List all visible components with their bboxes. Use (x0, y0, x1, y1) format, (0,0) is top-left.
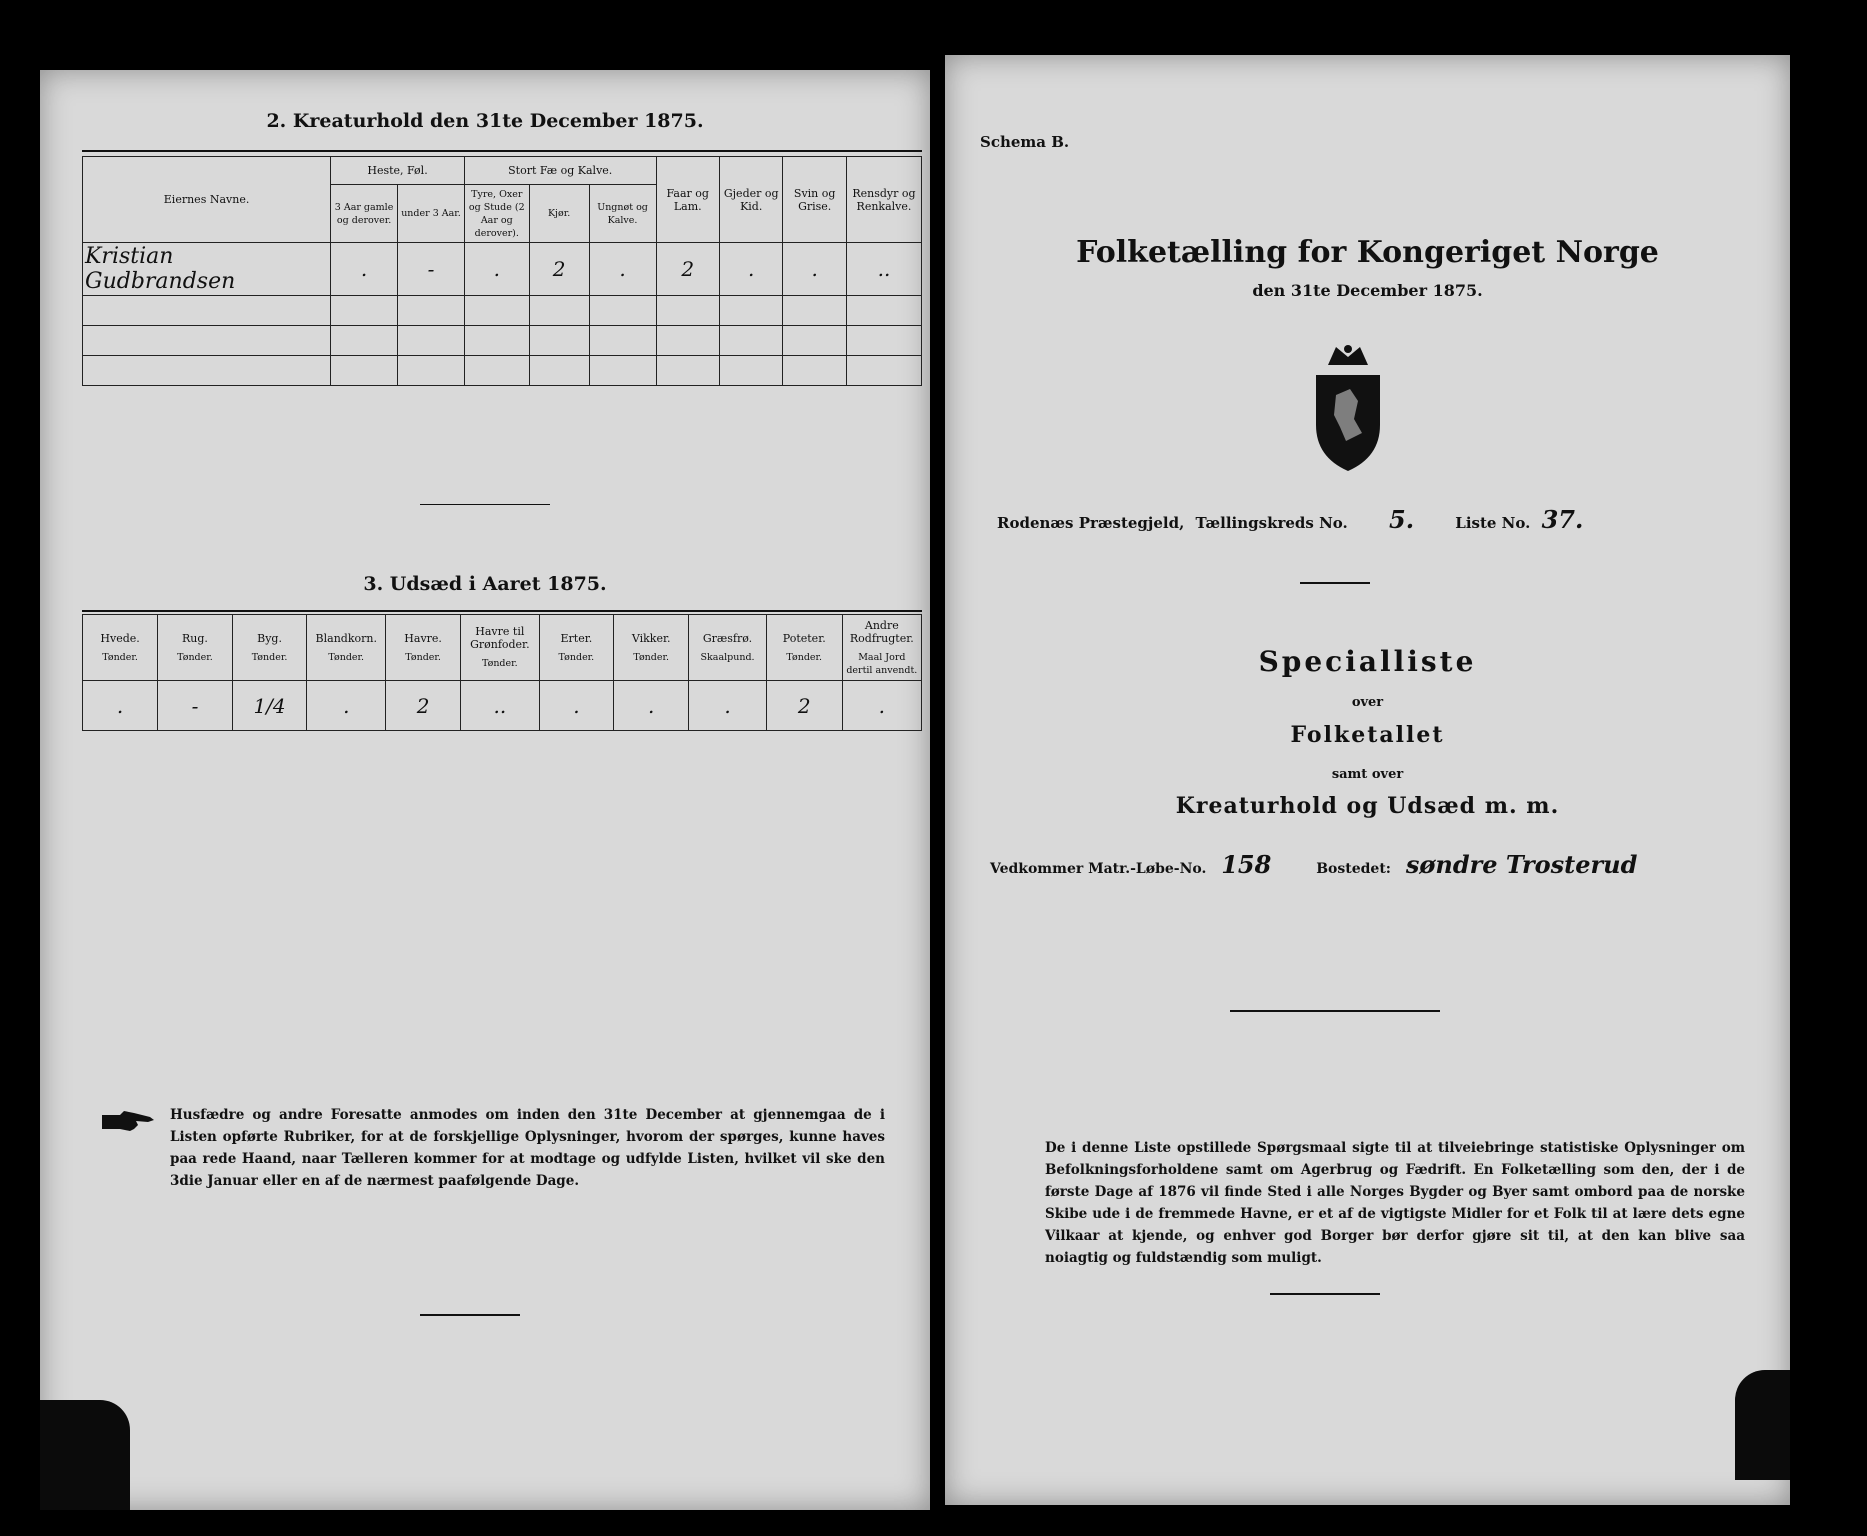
district-label: Tællingskreds No. (1195, 514, 1348, 532)
seed-value-cell: . (842, 681, 921, 731)
seed-col-unit: Tønder. (482, 658, 518, 669)
seed-col-unit: Skaalpund. (700, 651, 755, 663)
schema-label: Schema B. (980, 133, 1070, 151)
seed-col-unit: Tønder. (177, 651, 213, 663)
seed-col-name: Vikker. (631, 631, 671, 645)
seed-col-header (539, 615, 614, 681)
seed-value-cell: 2 (386, 681, 461, 731)
owner-name: Kristian Gudbrandsen (83, 243, 331, 296)
seed-col-unit: Maal Jord dertil anvendt. (846, 651, 918, 676)
table-row (83, 243, 922, 296)
seed-col-name: Byg. (257, 631, 282, 645)
seed-col-name: Hvede. (100, 631, 140, 645)
seed-col-header (842, 615, 921, 681)
seed-col-unit: Tønder. (558, 651, 595, 663)
seed-col-name: Havre til Grønfoder. (470, 625, 530, 651)
seed-col-name: Erter. (560, 631, 593, 645)
seed-col-name: Andre Rodfrugter. (849, 618, 914, 645)
seed-value-cell: . (539, 681, 614, 731)
livestock-table (82, 156, 922, 386)
seed-value-cell: . (307, 681, 386, 731)
seed-value-cell: . (614, 681, 689, 731)
table-row (83, 296, 922, 326)
seed-col-name: Blandkorn. (315, 631, 377, 645)
samt-over-text: samt over (1331, 767, 1404, 782)
over-text: over (1351, 695, 1384, 710)
binding-clip (1735, 1370, 1790, 1480)
parish-line (997, 505, 1583, 534)
col-bulls: Tyre, Oxer og Stude (2 Aar og derover). (464, 185, 529, 243)
section-2-title: 2. Kreaturhold den 31te December 1875. (266, 110, 704, 132)
seed-col-header (83, 615, 158, 681)
cell-horses-young: - (398, 243, 465, 296)
section-3-title: 3. Udsæd i Aaret 1875. (363, 573, 607, 595)
divider (420, 1314, 520, 1316)
seed-value-cell: - (158, 681, 233, 731)
intro-paragraph: De i denne Liste opstillede Spørgsmaal sigte til at tilveiebringe statistiske Oplysninger om Befolkningsforholdene samt om Agerbrug og Fædrift. En Folketælling som den, der i de første Dage af 1876 vil finde Sted i alle Norges Bygder og Byer samt ombord paa de norske Skibe ude i de fremmede Havne, er et af de vigtigste Midler for et Folk til at lære dets egne Vilkaar at kjende, og enhver god Borger bør derfor gjøre sit til, at den kan blive saa noiagtig og fuldstændig som muligt. (1045, 1140, 1745, 1266)
col-horses: Heste, Føl. (331, 157, 465, 185)
seed-value-cell: . (689, 681, 767, 731)
pointing-hand-icon (100, 1107, 156, 1135)
seed-col-name: Græsfrø. (702, 631, 753, 645)
seed-col-header (307, 615, 386, 681)
district-value: 5. (1389, 505, 1415, 534)
seed-col-unit: Tønder. (633, 651, 670, 663)
divider (1270, 1293, 1380, 1295)
table-row (83, 681, 922, 731)
main-title: Folketælling for Kongeriget Norge (1076, 235, 1659, 270)
bosted-value: søndre Trosterud (1405, 850, 1638, 879)
col-horses-young: under 3 Aar. (398, 185, 465, 243)
seed-col-header (689, 615, 767, 681)
seed-col-header (386, 615, 461, 681)
col-horses-old: 3 Aar gamle og derover. (331, 185, 398, 243)
col-cattle: Stort Fæ og Kalve. (464, 157, 656, 185)
seed-value-cell: . (83, 681, 158, 731)
col-cows: Kjør. (529, 185, 589, 243)
matr-value: 158 (1221, 850, 1272, 879)
seed-col-unit: Tønder. (786, 651, 823, 663)
seed-value-cell: 1/4 (232, 681, 307, 731)
cell-cows: 2 (529, 243, 589, 296)
seed-col-header (232, 615, 307, 681)
table-row (83, 326, 922, 356)
matr-line (990, 850, 1637, 879)
table-row (83, 356, 922, 386)
cell-pigs: . (783, 243, 846, 296)
matr-label: Vedkommer Matr.-Løbe-No. (990, 861, 1207, 877)
bosted-label: Bostedet: (1316, 861, 1391, 877)
divider (1300, 582, 1370, 584)
seed-value-cell: .. (461, 681, 540, 731)
col-young-cattle: Ungnøt og Kalve. (589, 185, 656, 243)
seed-col-name: Havre. (404, 631, 442, 645)
list-label: Liste No. (1455, 514, 1531, 532)
folketallet-heading: Folketallet (1290, 722, 1445, 748)
specialliste-heading: Specialliste (1258, 645, 1477, 678)
cell-goats: . (719, 243, 782, 296)
norwegian-coat-of-arms-icon (1298, 345, 1398, 475)
kreaturhold-heading: Kreaturhold og Udsæd m. m. (1175, 793, 1560, 819)
seed-col-unit: Tønder. (251, 651, 288, 663)
notice-text: Husfædre og andre Foresatte anmodes om inden den 31te December at gjennemgaa de i Listen opførte Rubriker, for at de forskjellige Oplysninger, hvorom der spørges, kunne haves paa rede Haand, naar Tælleren kommer for at modtage og udfylde Listen, hvilket vil ske den 3die Januar eller en af de nærmest paafølgende Dage. (170, 1107, 885, 1189)
seed-col-unit: Tønder. (102, 651, 138, 663)
seed-col-name: Poteter. (782, 631, 826, 645)
parish-label: Rodenæs Præstegjeld, (997, 514, 1185, 532)
divider (1230, 1010, 1440, 1012)
list-value: 37. (1541, 505, 1584, 534)
col-goats: Gjeder og Kid. (719, 157, 782, 243)
divider (420, 504, 550, 505)
cell-bulls: . (464, 243, 529, 296)
main-date: den 31te December 1875. (1252, 281, 1483, 300)
cell-reindeer: .. (846, 243, 921, 296)
seed-value-cell: 2 (766, 681, 842, 731)
seed-col-unit: Tønder. (405, 651, 441, 663)
col-reindeer: Rensdyr og Renkalve. (846, 157, 921, 243)
seed-col-unit: Tønder. (328, 651, 365, 663)
seed-col-header (614, 615, 689, 681)
seed-col-header (461, 615, 540, 681)
cell-horses-old: . (331, 243, 398, 296)
seed-col-header (766, 615, 842, 681)
col-sheep: Faar og Lam. (656, 157, 719, 243)
rule (82, 150, 922, 152)
right-page (945, 55, 1790, 1505)
col-owner: Eiernes Navne. (83, 157, 331, 243)
rule (82, 610, 922, 612)
left-page (40, 70, 930, 1510)
seed-col-header (158, 615, 233, 681)
seed-table (82, 614, 922, 731)
cell-young-cattle: . (589, 243, 656, 296)
seed-col-name: Rug. (182, 631, 208, 645)
cell-sheep: 2 (656, 243, 719, 296)
col-pigs: Svin og Grise. (783, 157, 846, 243)
binding-clip (40, 1400, 130, 1510)
